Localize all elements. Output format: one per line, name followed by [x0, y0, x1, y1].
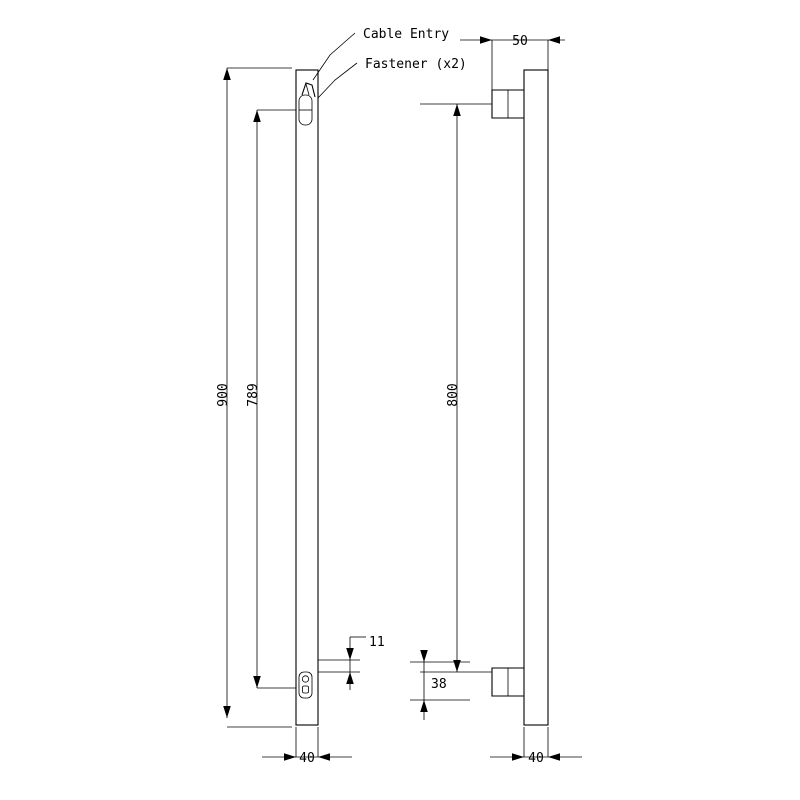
dim-text-800: 800	[446, 383, 461, 407]
dim-text-38: 38	[431, 677, 447, 692]
bottom-fitting-detail	[299, 672, 312, 698]
dimension-11	[318, 637, 366, 690]
right-view-rail-body	[492, 70, 548, 725]
cable-entry-detail	[299, 83, 315, 125]
callout-leaders	[313, 33, 357, 98]
dim-text-40-right: 40	[528, 751, 544, 766]
label-cable-entry: Cable Entry	[363, 27, 450, 42]
label-fastener: Fastener (x2)	[365, 57, 467, 72]
dim-text-900: 900	[216, 383, 231, 407]
left-view-rail-body	[296, 70, 318, 725]
dim-text-11: 11	[369, 635, 385, 650]
dim-text-40-left: 40	[299, 751, 315, 766]
dim-text-50: 50	[512, 34, 528, 49]
dim-text-789: 789	[246, 383, 261, 407]
